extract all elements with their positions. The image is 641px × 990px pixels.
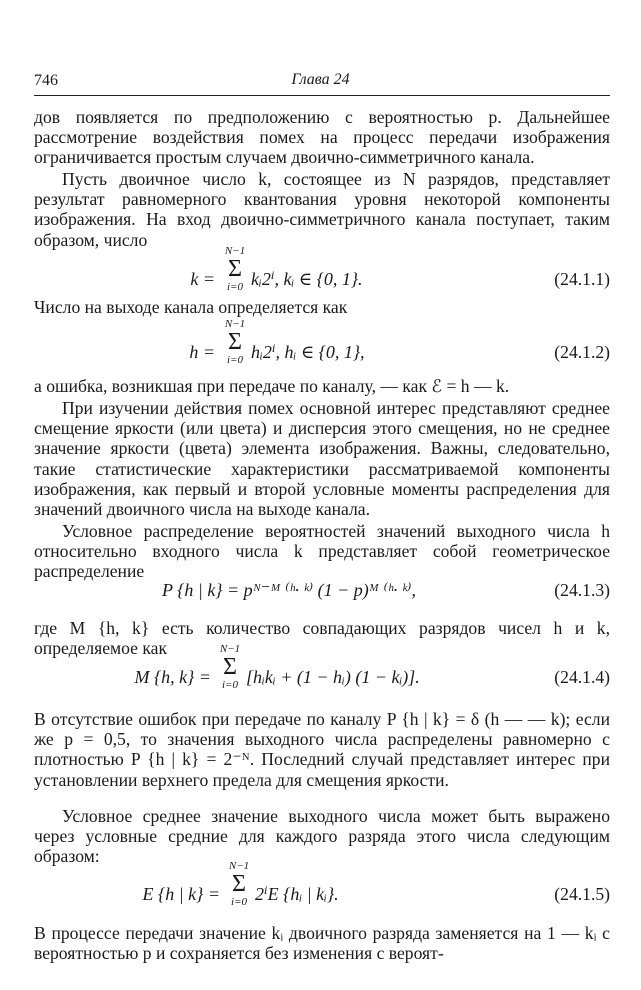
equation-number: (24.1.3) xyxy=(554,580,610,600)
summation-symbol: N−1 Σ i=0 xyxy=(224,245,246,293)
equation-24-1-4 xyxy=(34,643,610,699)
equation-24-1-3 xyxy=(34,578,610,608)
equation-lhs: h = xyxy=(189,342,215,362)
summation-symbol: N−1 Σ i=0 xyxy=(228,860,250,908)
paragraph-9: Условное среднее значение выходного числа может быть выражено через условные средние для каждого разряда этого числа следующим образом: xyxy=(34,806,610,867)
header-rule xyxy=(34,95,610,96)
paragraph-7: где M {h, k} есть количество совпадающих разрядов чисел h и k, определяемое как xyxy=(34,618,610,659)
equation-lhs: E {h | k} = xyxy=(142,884,220,904)
running-head: Глава 24 xyxy=(291,71,350,88)
paragraph-3: Число на выходе канала определяется как xyxy=(34,297,348,317)
equation-rhs: 2ⁱE {hᵢ | kᵢ}. xyxy=(255,884,339,904)
paragraph-2: Пусть двоичное число k, состоящее из N разрядов, представляет результат равномерного квантования уровня некоторой компоненты изображения. На вход двоично-симметричного канала поступает, таким образом, число xyxy=(34,169,610,250)
equation-lhs: M {h, k} = xyxy=(134,667,211,687)
equation-24-1-2 xyxy=(34,318,610,374)
page-number: 746 xyxy=(34,72,58,89)
equation-number: (24.1.5) xyxy=(554,884,610,904)
paragraph-6: Условное распределение вероятностей значений выходного числа h относительно входного числа k представляет собой геометрическое распределение xyxy=(34,521,610,582)
equation-lhs: k = xyxy=(190,269,215,289)
summation-symbol: N−1 Σ i=0 xyxy=(219,643,241,691)
paragraph-8: В отсутствие ошибок при передаче по каналу P {h | k} = δ (h — — k); если же p = 0,5, то значения выходного числа распределены равномерно с плотностью P {h | k} = 2⁻ᴺ. Последний случай представляет интерес при установлении верхнего предела для смещения яркости. xyxy=(34,709,610,790)
equation-body: P {h | k} = pᴺ⁻ᴹ ⁽ʰ· ᵏ⁾ (1 − p)ᴹ ⁽ʰ· ᵏ⁾, xyxy=(162,580,416,600)
equation-rhs: hᵢ2ⁱ, hᵢ ∈ {0, 1}, xyxy=(251,342,365,362)
equation-number: (24.1.2) xyxy=(554,342,610,362)
paragraph-5: При изучении действия помех основной интерес представляют среднее смещение яркости (или цвета) и дисперсия этого смещения, но не среднее значение яркости (цвета) элемента изображения. Важны, следовательно, такие статистические характеристики рассматриваемой компоненты изображения, как первый и второй условные моменты распределения для значений двоичного числа на выходе канала. xyxy=(34,398,610,520)
paragraph-10: В процессе передачи значение kᵢ двоичного разряда заменяется на 1 — kᵢ с вероятностью p и сохраняется без изменения с вероят- xyxy=(34,923,610,964)
paragraph-4: а ошибка, возникшая при передаче по каналу, — как ℰ = h — k. xyxy=(34,376,510,396)
paragraph-1: дов появляется по предположению с вероятностью p. Дальнейшее рассмотрение воздействия помех на процесс передачи изображения ограничивается простым случаем двоично-симметричного канала. xyxy=(34,107,610,168)
equation-rhs: [hᵢkᵢ + (1 − hᵢ) (1 − kᵢ)]. xyxy=(246,667,420,687)
equation-number: (24.1.1) xyxy=(554,269,610,289)
equation-24-1-5 xyxy=(34,860,610,916)
equation-24-1-1 xyxy=(34,245,610,301)
equation-number: (24.1.4) xyxy=(554,667,610,687)
summation-symbol: N−1 Σ i=0 xyxy=(224,318,246,366)
equation-rhs: kᵢ2ⁱ, kᵢ ∈ {0, 1}. xyxy=(251,269,363,289)
